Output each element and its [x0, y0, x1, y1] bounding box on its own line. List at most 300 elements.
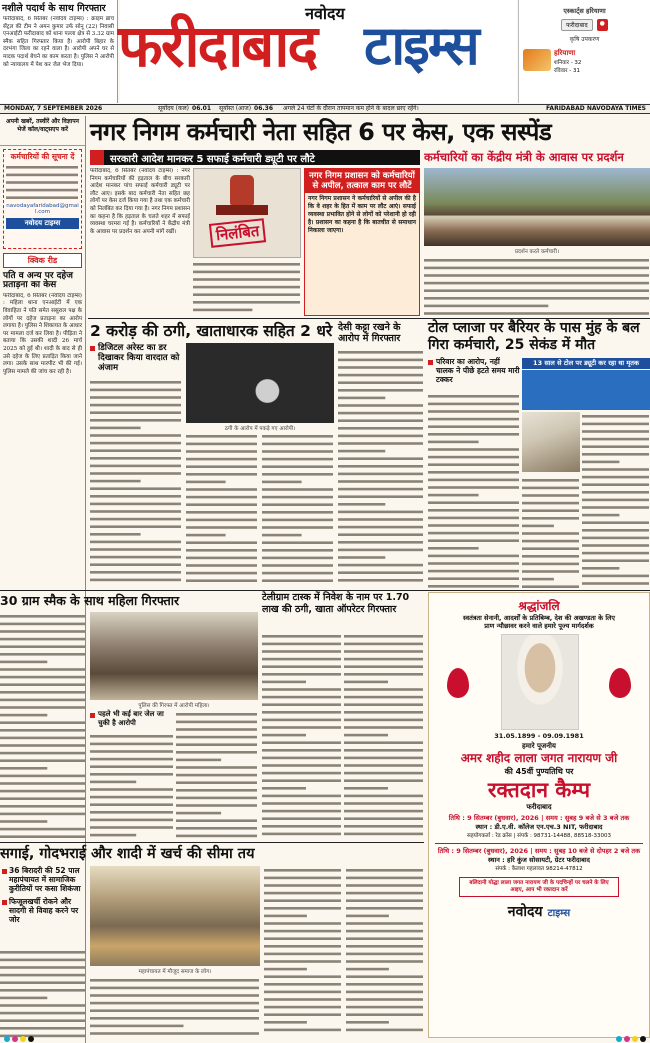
- smack-story-col3: [176, 710, 258, 840]
- text-line: [0, 653, 85, 656]
- tribute-line2: प्राण न्यौछावर करने वाले हमारे पूज्य मार्गदर्शक: [484, 622, 594, 630]
- text-line: [0, 820, 47, 823]
- text-line: [90, 487, 181, 490]
- text-line: [428, 501, 519, 504]
- text-lines: [186, 432, 258, 588]
- text-line: [90, 788, 173, 791]
- main-story-col2: [193, 260, 301, 316]
- quick-story1-text: फरीदाबाद, 6 सितंबर (नवोदय टाइम्स) : महिला थाना एनआईटी में एक विवाहिता ने पति समेत ससुराल पक्ष के लोगों पर दहेज प्रताड़ना का आरोप लगाया है। पुलिस ने शिकायत के आधार पर मामला दर्ज कर लिया है। पीड़िता ने बताया कि उसकी शादी 26 मार्च 2025 को हुई थी। शादी के बाद से ही उसे दहेज के लिए प्रताड़ित किया जाने लगा। उसके साथ मारपीट भी की गई। पुलिस मामले की जांच कर रही है।: [3, 292, 82, 375]
- text-line: [582, 415, 649, 418]
- caption-marriage: महापंचायत में मौजूद समाज के लोग।: [138, 969, 212, 975]
- tribute-line-date: तिथि : 9 सितम्बर (बुधवार), 2026 | समय : सुबह 9 बजे से 3 बजे तक: [448, 814, 630, 822]
- text-lines: [176, 710, 258, 840]
- text-line: [428, 524, 519, 527]
- text-line: [0, 989, 85, 992]
- text-line: [344, 673, 423, 676]
- text-line: [90, 750, 173, 753]
- text-line: [424, 305, 548, 308]
- text-line: [262, 643, 341, 646]
- logo-left-word: फरीदाबाद: [118, 12, 317, 80]
- kicker-bar: [90, 150, 420, 165]
- toll-story-col2: [582, 412, 650, 588]
- text-line: [428, 425, 519, 428]
- text-line: [338, 465, 423, 468]
- text-line: [176, 789, 257, 792]
- marriage-bullet-2: [0, 897, 86, 924]
- text-line: [90, 449, 181, 452]
- text-line: [346, 922, 423, 925]
- text-line: [264, 899, 341, 902]
- text-line: [346, 975, 423, 978]
- text-line: [346, 1013, 423, 1016]
- text-line: [424, 312, 649, 315]
- text-line: [338, 397, 385, 400]
- text-line: [346, 892, 423, 895]
- text-line: [0, 691, 85, 694]
- text-line: [90, 1025, 184, 1028]
- text-line: [90, 765, 173, 768]
- text-line: [186, 458, 257, 461]
- text-line: [522, 479, 579, 482]
- text-line: [338, 556, 385, 559]
- text-line: [338, 526, 423, 529]
- tribute-line-date2: तिथि : 9 सितम्बर (बुधवार), 2026 | समय : सुबह 10 बजे से दोपहर 2 बजे तक: [437, 847, 641, 855]
- marriage-story-col3: [264, 866, 342, 1038]
- text-line: [262, 703, 341, 706]
- appeal-box: [304, 168, 420, 316]
- text-line: [90, 411, 181, 414]
- reg-mark-yellow-r: [632, 1036, 638, 1042]
- text-line: [176, 797, 257, 800]
- smack-story-col2: [90, 732, 174, 840]
- story-arms-text: [338, 348, 424, 588]
- marriage-bullet-1-text: 36 बिरादरी की 52 पाल महापंचायत में सामाजिक कुरीतियों पर कसा शिकंजा: [9, 866, 81, 893]
- text-line: [338, 374, 423, 377]
- text-line: [582, 483, 649, 486]
- text-line: [344, 703, 423, 706]
- text-line: [582, 506, 649, 509]
- text-line: [0, 974, 85, 977]
- ad-badge: ●: [597, 19, 608, 31]
- text-line: [522, 509, 579, 512]
- text-line: [264, 877, 341, 880]
- text-line: [338, 412, 423, 415]
- text-line: [522, 517, 579, 520]
- text-line: [338, 442, 423, 445]
- appeal-box-text: नगर निगम प्रशासन ने कर्मचारियों से अपील की है कि वे शहर के हित में काम पर लौट आएं। सफाई व्यवस्था प्रभावित होने से लोगों को परेशानी हो रही है। प्रशासन का कहना है कि बातचीत से समाधान निकाला जाएगा।: [308, 195, 416, 234]
- text-lines: [522, 476, 580, 588]
- sub-toll-text: परिवार का आरोप, नहीं चालक ने पीछे हटते समय मारी टक्कर: [436, 357, 520, 384]
- text-line: [0, 790, 85, 793]
- text-line: [0, 615, 85, 618]
- text-line: [0, 721, 85, 724]
- date-text: MONDAY, 7 SEPTEMBER 2026: [4, 105, 103, 112]
- text-line: [90, 556, 181, 559]
- text-line: [262, 772, 341, 775]
- text-line: [186, 549, 257, 552]
- text-line: [346, 983, 423, 986]
- headline-smack: 30 ग्राम स्मैक के साथ महिला गिरफ्तार: [0, 593, 180, 608]
- ad-days: शनिवार - 32: [554, 60, 582, 66]
- text-line: [0, 714, 47, 717]
- sub-2crore-marker: [90, 346, 95, 351]
- text-line: [582, 567, 619, 570]
- text-line: [186, 572, 257, 575]
- text-line: [176, 781, 257, 784]
- text-line: [0, 676, 85, 679]
- text-line: [262, 673, 341, 676]
- text-line: [522, 578, 554, 581]
- toll-intro-box: [522, 370, 650, 410]
- text-line: [262, 749, 341, 752]
- tribute-note-box: [459, 877, 619, 897]
- text-line: [344, 741, 423, 744]
- text-lines: [90, 378, 182, 588]
- text-line: [262, 825, 341, 828]
- text-line: [344, 795, 423, 798]
- tribute-divider: [435, 843, 643, 844]
- text-line: [262, 496, 333, 499]
- text-line: [0, 699, 85, 702]
- text-line: [6, 166, 78, 169]
- sub-smack: [90, 710, 174, 727]
- sidebar-ad-lines: [6, 163, 79, 203]
- text-line: [346, 945, 423, 948]
- section-rule-left: [0, 590, 88, 591]
- text-line: [582, 499, 649, 502]
- text-line: [338, 503, 385, 506]
- text-line: [176, 736, 257, 739]
- marriage-story-col4: [346, 866, 424, 1038]
- text-lines: [582, 412, 650, 588]
- text-line: [582, 575, 649, 578]
- sub-smack-text: पहले भी कई बार जेल जा चुकी है आरोपी: [98, 710, 164, 727]
- text-line: [264, 1021, 307, 1024]
- headline-arms: देसी कट्टा रखने के आरोप में गिरफ्तार: [338, 322, 401, 344]
- text-line: [346, 915, 389, 918]
- text-line: [344, 711, 423, 714]
- text-line: [186, 488, 257, 491]
- logo-right-word: टाइम्स: [364, 14, 478, 77]
- text-line: [186, 511, 257, 514]
- text-line: [582, 521, 649, 524]
- section-rule-2: [88, 590, 650, 591]
- text-line: [424, 282, 649, 285]
- text-line: [344, 719, 423, 722]
- logo-block: [120, 0, 517, 103]
- reg-mark-black: [28, 1036, 34, 1042]
- text-line: [0, 661, 47, 664]
- text-line: [0, 1012, 85, 1015]
- text-line: [428, 539, 519, 542]
- text-line: [428, 433, 519, 436]
- text-line: [0, 744, 85, 747]
- text-line: [186, 519, 257, 522]
- text-line: [522, 585, 579, 588]
- text-line: [264, 991, 341, 994]
- tribute-city: फरीदाबाद: [526, 803, 552, 811]
- text-line: [262, 802, 341, 805]
- text-line: [90, 381, 181, 384]
- text-line: [346, 877, 423, 880]
- text-line: [0, 668, 85, 671]
- text-line: [338, 457, 423, 460]
- text-line: [6, 181, 78, 184]
- headline-2crore: 2 करोड़ की ठगी, खाताधारक सहित 2 धरे: [90, 322, 333, 340]
- text-line: [522, 487, 579, 490]
- text-line: [186, 435, 257, 438]
- text-line: [344, 764, 423, 767]
- text-line: [424, 259, 649, 262]
- protest-story-text: [424, 256, 650, 316]
- stamp-base: [216, 205, 268, 215]
- sidebar-brand: नवोदय टाइम्स: [6, 218, 79, 229]
- tribute-label: श्रद्धांजलि: [518, 599, 560, 613]
- text-line: [582, 476, 649, 479]
- text-line: [264, 869, 341, 872]
- headline-telegram: टेलीग्राम टास्क में निवेश के नाम पर 1.70 लाख की ठगी, खाता ऑपरेटर गिरफ्तार: [262, 592, 410, 615]
- caption-2crore: ठगी के आरोप में पकड़े गए आरोपी।: [224, 426, 296, 432]
- masthead-left-text: फरीदाबाद, 6 सितंबर (नवोदय टाइम्स) : क्राइम ब्रांच सेंट्रल की टीम ने अमन कुमार उर्फ सोनू (22) निवासी एनआईटी फरीदाबाद को थाना पल्ला क्षेत्र से 3.32 ग्राम स्मैक सहित गिरफ्तार किया है। आरोपी बिहार के दरभंगा जिला का रहने वाला है। आरोपी अपने घर से मादक पदार्थ बेचने का काम करता है। पुलिस ने आरोपी को न्यायालय में पेश कर जेल भेज दिया।: [3, 16, 114, 68]
- text-line: [262, 817, 341, 820]
- ad-bottom: [523, 49, 646, 74]
- text-line: [582, 582, 649, 585]
- text-line: [193, 293, 300, 296]
- text-line: [338, 473, 423, 476]
- text-line: [338, 389, 423, 392]
- text-line: [428, 517, 519, 520]
- portrait-photo: [501, 634, 579, 730]
- sub-2crore: [90, 343, 182, 373]
- text-line: [262, 579, 333, 582]
- text-line: [262, 658, 341, 661]
- text-line: [0, 729, 85, 732]
- text-line: [428, 448, 519, 451]
- text-line: [346, 937, 423, 940]
- text-line: [90, 979, 259, 982]
- text-line: [176, 774, 257, 777]
- text-line: [262, 734, 306, 737]
- text-line: [346, 907, 423, 910]
- reg-mark-yellow: [20, 1036, 26, 1042]
- text-line: [338, 511, 423, 514]
- text-line: [0, 630, 85, 633]
- text-line: [264, 1013, 341, 1016]
- reg-mark-magenta: [12, 1036, 18, 1042]
- reg-mark-cyan-r: [616, 1036, 622, 1042]
- text-line: [90, 442, 181, 445]
- text-line: [338, 571, 423, 574]
- quick-read-label: क्विक रीड: [3, 253, 82, 268]
- text-line: [0, 813, 85, 816]
- text-line: [338, 419, 423, 422]
- text-line: [582, 461, 619, 464]
- text-line: [346, 960, 423, 963]
- text-line: [338, 381, 423, 384]
- dateline-bar: [0, 104, 650, 114]
- text-line: [90, 987, 259, 990]
- text-line: [264, 915, 307, 918]
- text-line: [338, 541, 423, 544]
- text-line: [428, 410, 519, 413]
- text-line: [90, 1002, 259, 1005]
- text-line: [0, 623, 85, 626]
- text-line: [262, 681, 306, 684]
- text-line: [344, 665, 423, 668]
- sidebar-ad: [3, 149, 82, 249]
- text-line: [262, 795, 341, 798]
- text-lines: [338, 348, 424, 588]
- text-line: [262, 833, 341, 836]
- text-line: [262, 511, 333, 514]
- tribute-footer-logo-1: नवोदय: [507, 904, 543, 920]
- ad-pill-row: [519, 19, 650, 31]
- text-line: [344, 749, 423, 752]
- text-line: [0, 683, 85, 686]
- blood-drop-right-icon: [609, 668, 631, 698]
- text-line: [176, 804, 257, 807]
- text-line: [90, 419, 181, 422]
- text-line: [346, 998, 423, 1001]
- text-line: [582, 514, 619, 517]
- text-line: [90, 579, 181, 582]
- marriage-story-col1: [0, 948, 86, 1038]
- section-rule-3: [0, 842, 424, 843]
- text-line: [0, 752, 85, 755]
- text-line: [344, 787, 388, 790]
- suspended-stamp-graphic: [193, 168, 301, 258]
- text-line: [338, 435, 423, 438]
- text-line: [344, 643, 423, 646]
- text-line: [193, 309, 252, 312]
- marriage-story-col2: [90, 976, 260, 1038]
- main-headline: नगर निगम कर्मचारी नेता सहित 6 पर केस, एक सस्पेंड: [90, 118, 552, 146]
- text-line: [264, 953, 341, 956]
- text-line: [262, 779, 341, 782]
- text-line: [264, 945, 341, 948]
- text-line: [262, 519, 333, 522]
- text-line: [262, 503, 333, 506]
- text-lines: [90, 732, 174, 840]
- text-line: [428, 509, 519, 512]
- text-line: [176, 728, 257, 731]
- text-line: [346, 899, 423, 902]
- headline-marriage: सगाई, गोदभराई और शादी में खर्च की सीमा तय: [0, 846, 255, 862]
- text-line: [0, 805, 85, 808]
- text-line: [424, 274, 649, 277]
- text-line: [428, 532, 519, 535]
- text-line: [0, 959, 85, 962]
- text-lines: [90, 976, 260, 1038]
- text-line: [90, 465, 181, 468]
- text-line: [262, 473, 333, 476]
- reg-mark-cyan: [4, 1036, 10, 1042]
- text-line: [346, 953, 423, 956]
- text-line: [428, 547, 479, 550]
- text-line: [6, 196, 78, 199]
- text-line: [522, 532, 579, 535]
- text-line: [90, 773, 173, 776]
- text-line: [338, 549, 423, 552]
- text-line: [0, 997, 47, 1000]
- tribute-line-place: स्थान : डी.ए.वी. कॉलेज एन.एच.3 NIT, फरीदाबाद: [475, 823, 603, 831]
- text-line: [90, 563, 181, 566]
- text-line: [90, 533, 141, 536]
- text-lines: [6, 163, 79, 203]
- text-lines: [346, 866, 424, 1038]
- handcuff-photo: [186, 343, 334, 423]
- stamp-handle: [230, 175, 254, 205]
- text-line: [582, 544, 649, 547]
- bullet-marker-1: [2, 869, 7, 874]
- text-line: [176, 827, 257, 830]
- text-line: [176, 759, 221, 762]
- text-line: [193, 278, 300, 281]
- text-line: [186, 579, 257, 582]
- text-line: [0, 1004, 85, 1007]
- text-line: [346, 884, 423, 887]
- story-2crore-col3: [262, 432, 334, 588]
- tribute-dates: 31.05.1899 - 09.09.1981: [494, 732, 584, 740]
- text-line: [262, 741, 341, 744]
- text-line: [90, 503, 181, 506]
- tribute-camp: रक्तदान कैम्प: [487, 778, 591, 802]
- text-lines: [262, 632, 342, 840]
- text-line: [344, 696, 423, 699]
- text-line: [186, 503, 257, 506]
- text-line: [428, 463, 519, 466]
- text-line: [264, 1006, 341, 1009]
- text-line: [90, 510, 181, 513]
- text-line: [90, 758, 173, 761]
- masthead-left-headline: नशीले पदार्थ के साथ गिरफ्तार: [2, 3, 106, 14]
- text-line: [0, 1027, 85, 1030]
- text-line: [264, 907, 341, 910]
- text-line: [338, 518, 423, 521]
- text-line: [522, 502, 579, 505]
- ad-pill: फरीदाबाद: [561, 19, 593, 31]
- text-line: [262, 481, 302, 484]
- smack-story-col1: [0, 612, 86, 840]
- text-line: [264, 884, 341, 887]
- tribute-helpers: सहयोगकर्ता : रेड क्रॉस | संपर्क : 98731-14488, 88518-33003: [466, 833, 611, 839]
- text-line: [0, 767, 47, 770]
- text-line: [344, 825, 423, 828]
- masthead: [0, 0, 650, 103]
- text-line: [338, 488, 423, 491]
- text-line: [522, 494, 579, 497]
- telegram-story-col1: [262, 632, 342, 840]
- tribute-footer-note: बलिदानी योद्धा लाला जगत नारायण जी के पदचिन्हों पर चलने के लिए आइए, आप भी रक्तदान करें: [469, 880, 609, 893]
- appeal-box-headline: नगर निगम प्रशासन को कर्मचारियों से अपील, तत्काल काम पर लौटें: [305, 169, 419, 193]
- protest-photo-caption: प्रदर्शन करते कर्मचारी।: [514, 249, 560, 255]
- text-line: [262, 688, 341, 691]
- masthead-ad: [518, 0, 650, 103]
- text-line: [522, 563, 579, 566]
- protest-photo: [424, 168, 650, 246]
- text-line: [90, 1009, 259, 1012]
- text-line: [344, 810, 423, 813]
- text-line: [344, 833, 423, 836]
- text-line: [346, 1021, 389, 1024]
- text-line: [428, 494, 479, 497]
- text-line: [338, 427, 423, 430]
- text-line: [90, 1032, 259, 1035]
- text-line: [338, 450, 385, 453]
- ad-days2: रविवार - 31: [554, 68, 580, 74]
- text-line: [90, 404, 181, 407]
- text-line: [186, 465, 257, 468]
